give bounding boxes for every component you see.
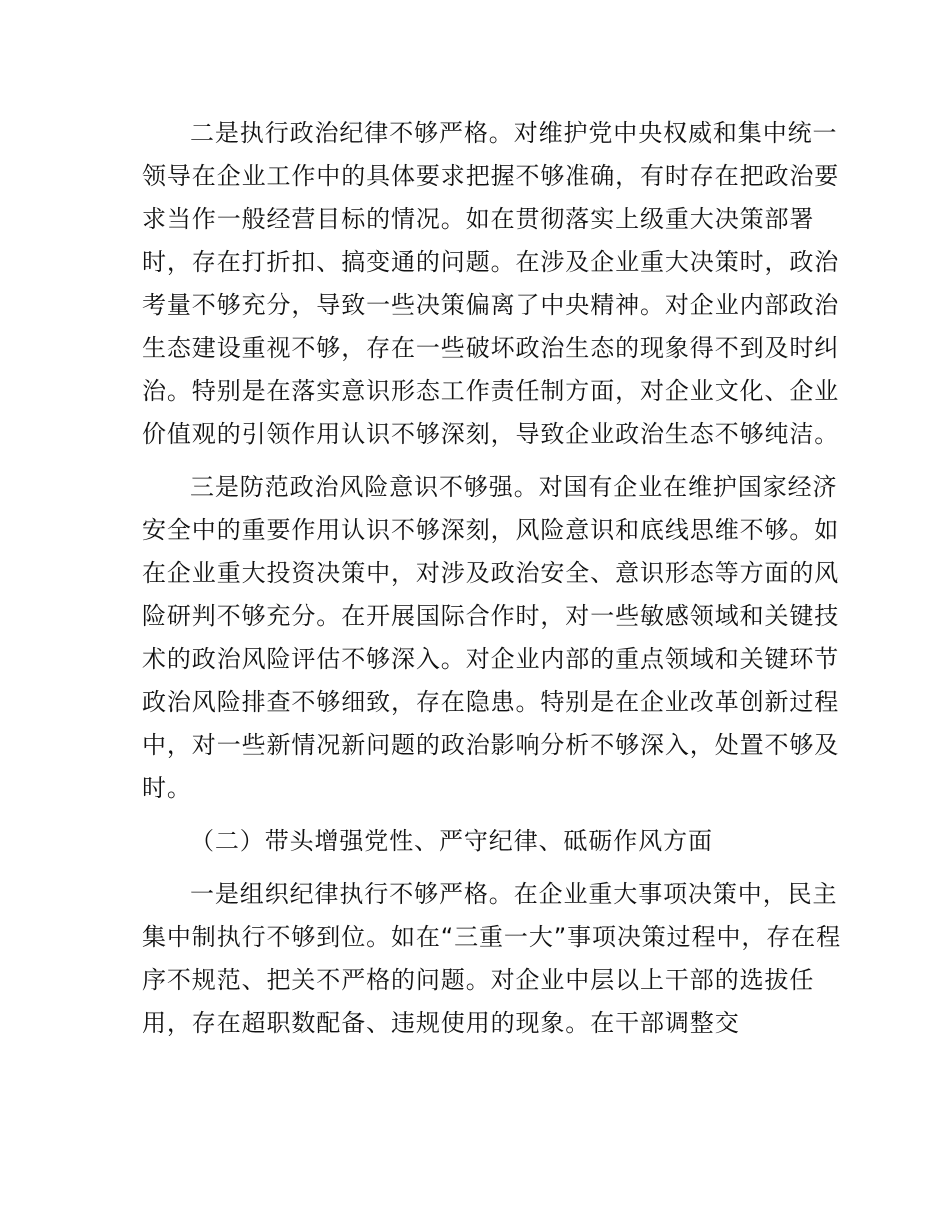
section-heading: （二）带头增强党性、严守纪律、砥砺作风方面 [190, 827, 713, 855]
paragraph-organizational-discipline: 一是组织纪律执行不够严格。在企业重大事项决策中，民主集中制执行不够到位。如在“三重一大”事项决策过程中，存在程序不规范、把关不严格的问题。对企业中层以上干部的选拔任用，存在超职数配备、违规使用的现象。在干部调整交 [142, 880, 841, 1037]
document-body [142, 112, 842, 1055]
paragraph-political-discipline: 二是执行政治纪律不够严格。对维护党中央权威和集中统一领导在企业工作中的具体要求把握不够准确，有时存在把政治要求当作一般经营目标的情况。如在贯彻落实上级重大决策部署时，存在打折扣、搞变通的问题。在涉及企业重大决策时，政治考量不够充分，导致一些决策偏离了中央精神。对企业内部政治生态建设重视不够，存在一些破坏政治生态的现象得不到及时纠治。特别是在落实意识形态工作责任制方面，对企业文化、企业价值观的引领作用认识不够深刻，导致企业政治生态不够纯洁。 [142, 119, 840, 448]
paragraph-political-risk: 三是防范政治风险意识不够强。对国有企业在维护国家经济安全中的重要作用认识不够深刻，风险意识和底线思维不够。如在企业重大投资决策中，对涉及政治安全、意识形态等方面的风险研判不够充分。在开展国际合作时，对一些敏感领域和关键技术的政治风险评估不够深入。对企业内部的重点领域和关键环节政治风险排查不够细致，存在隐患。特别是在企业改革创新过程中，对一些新情况新问题的政治影响分析不够深入，处置不够及时。 [142, 473, 840, 802]
